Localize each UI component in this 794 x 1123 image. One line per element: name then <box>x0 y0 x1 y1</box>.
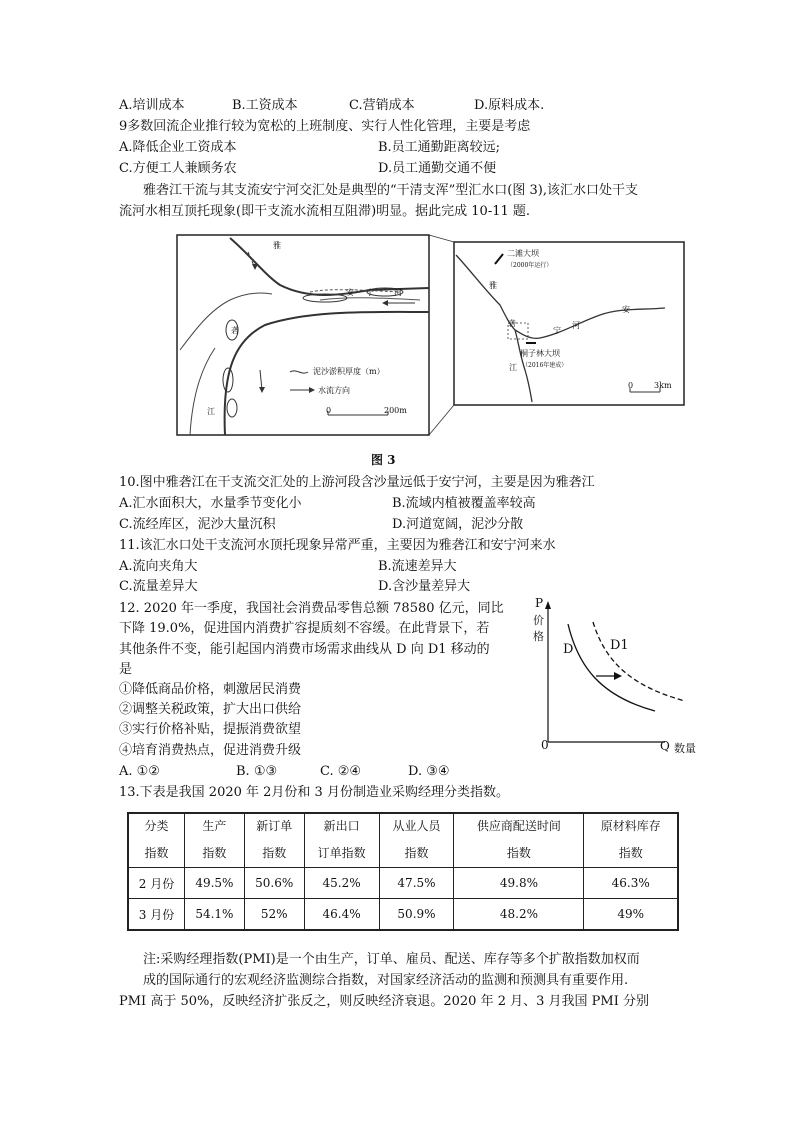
q12-choice-d: D. ③④ <box>408 764 450 779</box>
dam-tongzilin-label: 桐子林大坝 <box>520 349 560 358</box>
q8-option-b: B.工资成本 <box>232 98 298 113</box>
table-cell: 47.5% <box>379 868 454 899</box>
dam-ertan-year: （2000年运行） <box>507 262 553 269</box>
q12-choice-a: A. ①② <box>119 764 160 779</box>
table-header-cell: 原材料库存 <box>584 813 678 837</box>
note-line-1: 注:采购经理指数(PMI)是一个由生产，订单、雇员、配送、库存等多个扩散指数加权而 <box>143 952 640 967</box>
q12-stem-line-2: 下降 19.0%，促进国内消费扩容提质刻不容缓。在此背景下，若 <box>119 621 490 636</box>
scale-right-end: 3km <box>654 381 672 390</box>
table-row <box>128 868 678 899</box>
table-cell: 52% <box>244 899 304 931</box>
table-cell: 46.4% <box>304 899 379 931</box>
table-header-cell: 指数 <box>584 837 678 868</box>
map-label-river: 宁 <box>366 288 374 297</box>
q9-option-d: D.员工通勤交通不便 <box>378 161 497 176</box>
q8-option-d: D.原料成本. <box>474 98 545 113</box>
table-header-cell: 从业人员 <box>379 813 454 837</box>
q10-option-a: A.汇水面积大，水量季节变化小 <box>119 496 302 511</box>
q9-option-b: B.员工通勤距离较远; <box>378 140 501 155</box>
graph-x-label: 数量 <box>674 742 696 755</box>
table-cell: 2 月份 <box>128 868 184 899</box>
q12-stem-line-3: 其他条件不变，能引起国内消费市场需求曲线从 D 向 D1 移动的 <box>119 642 490 657</box>
q11-option-b: B.流速差异大 <box>378 559 457 574</box>
q9-option-a: A.降低企业工资成本 <box>119 140 237 155</box>
q12-item-1: ①降低商品价格，刺激居民消费 <box>119 682 302 697</box>
note-line-2: 成的国际通行的宏观经济监测综合指数，对国家经济活动的监测和预测具有重要作用. <box>143 973 629 988</box>
table-cell: 54.1% <box>184 899 244 931</box>
figure-3 <box>170 230 690 445</box>
scale-right-zero: 0 <box>628 381 634 390</box>
table-cell: 3 月份 <box>128 899 184 931</box>
q10-option-c: C.流经库区，泥沙大量沉积 <box>119 517 276 532</box>
table-header-cell: 供应商配送时间 <box>454 813 584 837</box>
q12-item-3: ③实行价格补贴，提振消费欲望 <box>119 722 302 737</box>
map-label-river: 安 <box>346 288 354 297</box>
q13-stem: 13.下表是我国 2020 年 2月份和 3 月份制造业采购经理分类指数。 <box>119 785 509 800</box>
graph-y-axis: P <box>535 596 544 610</box>
table-header-cell: 生产 <box>184 813 244 837</box>
map-label-river: 雅 <box>273 241 281 250</box>
figure-caption: 图 3 <box>371 453 396 467</box>
map-label-river: 江 <box>207 407 215 416</box>
demand-curve-graph <box>530 596 710 761</box>
table-header-row <box>128 813 678 837</box>
q12-stem-line-4: 是 <box>119 662 133 677</box>
table-header-cell: 指数 <box>128 837 184 868</box>
passage-line-1: 雅砻江干流与其支流安宁河交汇处是典型的“干清支浑”型汇水口(图 3),该汇水口处干支 <box>143 183 638 198</box>
map-label-river: 砻 <box>231 326 239 335</box>
table-cell: 45.2% <box>304 868 379 899</box>
q12-choice-c: C. ②④ <box>320 764 362 779</box>
scale-left-end: 200m <box>384 406 407 415</box>
q8-option-c: C.营销成本 <box>349 98 415 113</box>
q12-choice-b: B. ①③ <box>236 764 278 779</box>
q10-option-b: B.流域内植被覆盖率较高 <box>392 496 536 511</box>
figure-3-map <box>170 230 690 445</box>
passage-line-2: 流河水相互顶托现象(即干支流水流相互阻滞)明显。据此完成 10-11 题. <box>119 204 531 219</box>
map-label-river: 宁 <box>553 326 561 335</box>
q9-option-c: C.方便工人兼顾务农 <box>119 161 237 176</box>
table-header-cell: 新订单 <box>244 813 304 837</box>
map-label-river: 河 <box>572 321 580 330</box>
table-header-cell: 指数 <box>379 837 454 868</box>
table-header-cell: 新出口 <box>304 813 379 837</box>
table-header-cell: 分类 <box>128 813 184 837</box>
dam-ertan-label: 二滩大坝 <box>507 249 539 258</box>
table-header-cell: 指数 <box>454 837 584 868</box>
table-row <box>128 899 678 931</box>
dam-tongzilin-year: （2016年建成） <box>522 362 568 369</box>
table-cell: 48.2% <box>454 899 584 931</box>
pmi-table <box>127 812 679 931</box>
table-header-cell: 指数 <box>244 837 304 868</box>
map-label-river: 江 <box>509 363 517 372</box>
table-cell: 49.5% <box>184 868 244 899</box>
q10-stem: 10.图中雅砻江在干支流交汇处的上游河段含沙量远低于安宁河，主要是因为雅砻江 <box>119 475 595 490</box>
q11-option-d: D.含沙量差异大 <box>378 579 471 594</box>
q9-stem: 9多数回流企业推行较为宽松的上班制度、实行人性化管理，主要是考虑 <box>119 119 531 134</box>
q11-stem: 11.该汇水口处干支流河水顶托现象异常严重，主要因为雅砻江和安宁河来水 <box>119 538 556 553</box>
map-label-river: 河 <box>394 288 402 297</box>
legend-thickness-label: 泥沙淤积厚度（m） <box>313 367 385 376</box>
q11-option-c: C.流量差异大 <box>119 579 198 594</box>
table-header-row <box>128 837 678 868</box>
legend-flow-label: 水流方向 <box>318 386 350 395</box>
q12-item-4: ④培育消费热点，促进消费升级 <box>119 743 302 758</box>
q12-stem-line-1: 12. 2020 年一季度，我国社会消费品零售总额 78580 亿元，同比 <box>119 601 504 616</box>
table-header-cell: 指数 <box>184 837 244 868</box>
q11-option-a: A.流向夹角大 <box>119 559 198 574</box>
q8-option-a: A.培训成本 <box>119 98 185 113</box>
graph-curve-d1: D1 <box>610 638 629 653</box>
scale-left-zero: 0 <box>326 406 332 415</box>
table-cell: 49% <box>584 899 678 931</box>
graph-x-axis: Q <box>660 739 670 753</box>
graph-origin: 0 <box>541 738 549 752</box>
demand-curve-svg <box>530 596 710 761</box>
map-label-river: 安 <box>622 305 630 314</box>
map-label-river: 雅 <box>489 281 497 290</box>
table-cell: 49.8% <box>454 868 584 899</box>
graph-y-label: 价格 <box>533 614 544 643</box>
table-cell: 46.3% <box>584 868 678 899</box>
graph-curve-d: D <box>563 642 574 657</box>
table-cell: 50.9% <box>379 899 454 931</box>
table-cell: 50.6% <box>244 868 304 899</box>
note-line-3: PMI 高于 50%，反映经济扩张反之，则反映经济衰退。2020 年 2 月、3 月我国 PMI 分别 <box>119 994 649 1009</box>
q10-option-d: D.河道宽阔，泥沙分散 <box>392 517 524 532</box>
table-header-cell: 订单指数 <box>304 837 379 868</box>
q12-item-2: ②调整关税政策，扩大出口供给 <box>119 702 302 717</box>
map-label-river: 砻 <box>508 319 516 328</box>
